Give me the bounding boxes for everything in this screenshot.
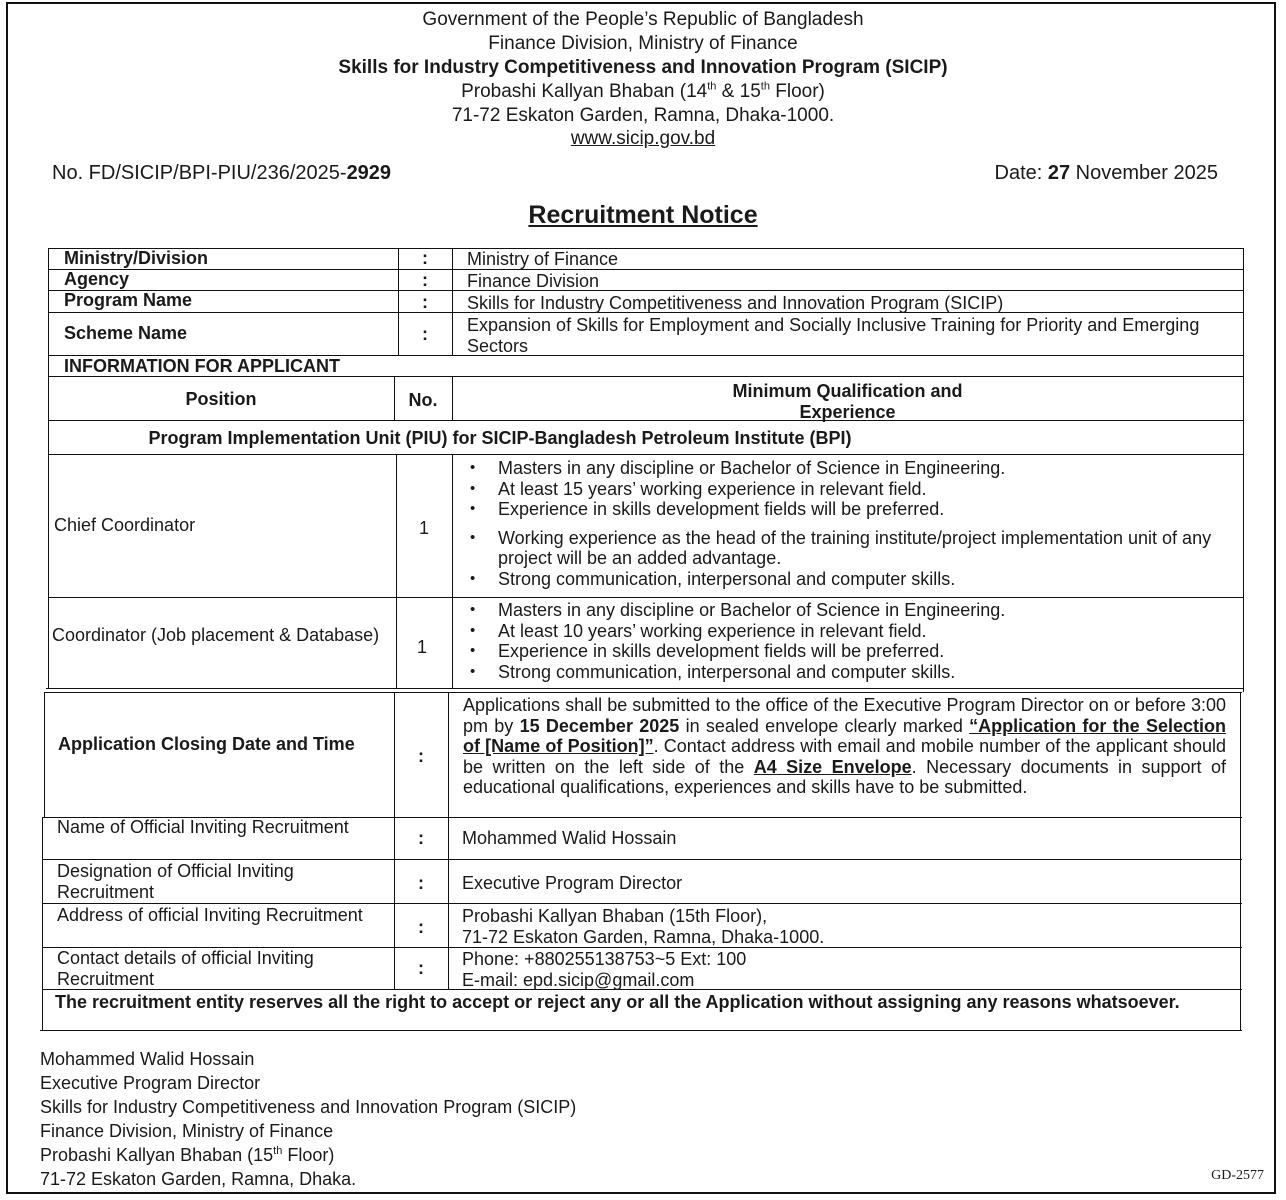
document-code: GD-2577: [1211, 1168, 1264, 1183]
qualification-item: • Working experience as the head of the training institute/project implementation unit of any project will be an added advantage.: [460, 528, 1240, 569]
qualification-item: • Experience in skills development fields will be preferred.: [460, 641, 1240, 662]
signature-address: 71-72 Eskaton Garden, Ramna, Dhaka.: [40, 1169, 357, 1189]
notice-date: Date: 27 November 2025: [994, 162, 1218, 184]
disclaimer: The recruitment entity reserves all the right to accept or reject any or all the Application without assigning any reasons whatsoever.: [55, 992, 1180, 1012]
info-value: Finance Division: [467, 271, 600, 291]
qualification-item: • Masters in any discipline or Bachelor of Science in Engineering.: [460, 600, 1240, 621]
notice-title: Recruitment Notice: [528, 201, 758, 229]
info-colon: :: [422, 292, 428, 312]
qualification-item: • Masters in any discipline or Bachelor of Science in Engineering.: [460, 458, 1240, 479]
info-label: Program Name: [64, 290, 193, 310]
website-link[interactable]: www.sicip.gov.bd: [570, 128, 716, 149]
info-label: Scheme Name: [64, 323, 188, 343]
info-value: Skills for Industry Competitiveness and Innovation Program (SICIP): [467, 293, 1004, 313]
official-email[interactable]: E-mail: epd.sicip@gmail.com: [462, 969, 695, 990]
qualification-list: [460, 458, 1240, 589]
section-info-applicant: INFORMATION FOR APPLICANT: [64, 356, 340, 376]
reference-number: No. FD/SICIP/BPI-PIU/236/2025-2929: [52, 162, 392, 184]
unit-title: Program Implementation Unit (PIU) for SICIP-Bangladesh Petroleum Institute (BPI): [148, 428, 852, 448]
position-count: 1: [416, 637, 427, 657]
closing-colon: :: [418, 746, 424, 766]
header-government: Government of the People’s Republic of Bangladesh: [422, 9, 864, 30]
column-header-no: No.: [408, 390, 438, 410]
position-title: Chief Coordinator: [54, 515, 196, 535]
qualification-item: • At least 10 years’ working experience in relevant field.: [460, 621, 1240, 642]
header-program: Skills for Industry Competitiveness and Innovation Program (SICIP): [338, 57, 948, 78]
official-label: Name of Official Inviting Recruitment: [57, 817, 349, 837]
info-label: Agency: [64, 269, 130, 289]
official-colon: :: [418, 958, 424, 978]
official-colon: :: [418, 917, 424, 937]
column-header-position: Position: [185, 389, 257, 409]
qualification-item: • Experience in skills development fields will be preferred.: [460, 499, 1240, 520]
signature-name: Mohammed Walid Hossain: [40, 1049, 255, 1069]
header-division: Finance Division, Ministry of Finance: [488, 33, 798, 54]
header-building: Probashi Kallyan Bhaban (14th & 15th Floor): [461, 80, 825, 102]
header-website: [0, 127, 1286, 150]
position-count: 1: [418, 518, 429, 538]
header-address: 71-72 Eskaton Garden, Ramna, Dhaka-1000.: [451, 105, 835, 126]
official-value: Executive Program Director: [462, 873, 683, 893]
position-title: Coordinator (Job placement & Database): [52, 625, 380, 645]
official-value: Mohammed Walid Hossain: [462, 828, 677, 848]
info-value: Expansion of Skills for Employment and Socially Inclusive Training for Priority and Emerging Sectors: [467, 315, 1200, 356]
signature-division: Finance Division, Ministry of Finance: [40, 1121, 334, 1141]
official-value: Probashi Kallyan Bhaban (15th Floor), 71-72 Eskaton Garden, Ramna, Dhaka-1000.: [462, 906, 825, 947]
info-colon: :: [422, 248, 428, 268]
qualification-item: • Strong communication, interpersonal and computer skills.: [460, 569, 1240, 590]
official-label: Contact details of official Inviting Recruitment: [57, 948, 314, 989]
official-label: Designation of Official Inviting Recruitment: [57, 861, 294, 902]
qualification-list: [460, 600, 1240, 682]
official-label: Address of official Inviting Recruitment: [57, 905, 363, 925]
closing-label: Application Closing Date and Time: [58, 734, 355, 754]
official-colon: :: [418, 873, 424, 893]
info-label: Ministry/Division: [64, 248, 209, 268]
info-colon: :: [422, 324, 428, 344]
qualification-item: • At least 15 years’ working experience in relevant field.: [460, 479, 1240, 500]
official-value: Phone: +880255138753~5 Ext: 100 E-mail: epd.sicip@gmail.com: [462, 949, 747, 990]
qualification-item: • Strong communication, interpersonal and computer skills.: [460, 662, 1240, 683]
info-value: Ministry of Finance: [467, 249, 619, 269]
column-header-qualification: Minimum Qualification and Experience: [732, 381, 963, 422]
info-colon: :: [422, 270, 428, 290]
closing-text: Applications shall be submitted to the office of the Executive Program Director on or before 3:00 pm by 15 December 2025 in sealed envelope clearly marked “Application for the Selection of [Name of Position]”. Contact address with email and mobile number of the applicant should be written on the left side of the A4 Size Envelope. Necessary documents in support of educational qualifications, experiences and skills have to be submitted.: [463, 695, 1227, 797]
official-colon: :: [418, 828, 424, 848]
signature-designation: Executive Program Director: [40, 1073, 261, 1093]
signature-program: Skills for Industry Competitiveness and Innovation Program (SICIP): [40, 1097, 577, 1117]
signature-building: Probashi Kallyan Bhaban (15th Floor): [40, 1145, 335, 1165]
